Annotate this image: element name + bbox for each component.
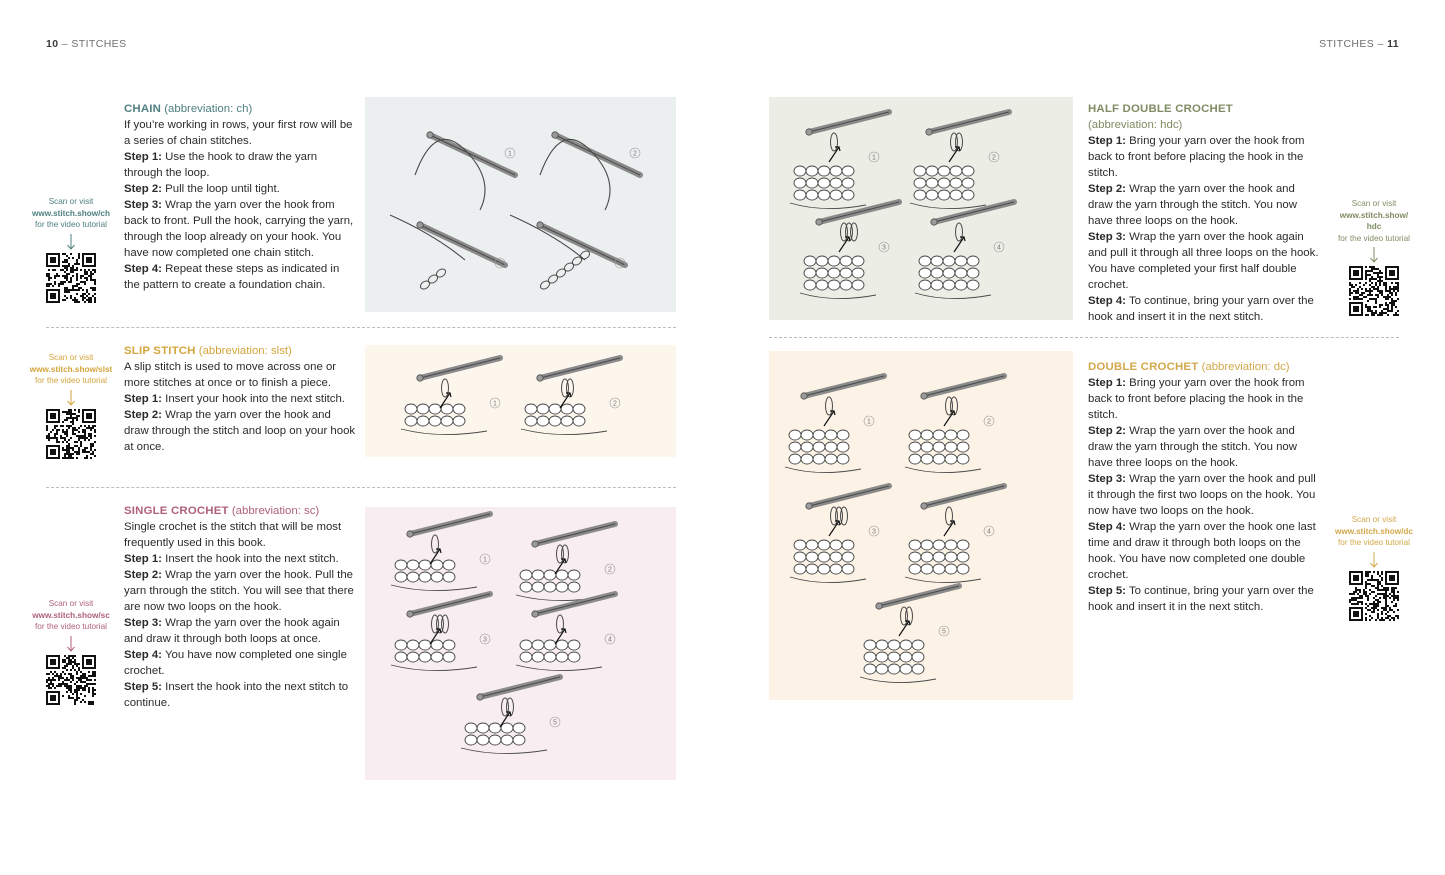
slip-stitch-video-link[interactable] [22,352,120,468]
video-url-link[interactable]: www.stitch.show/sc [32,610,110,620]
step-paragraph [1088,181,1320,229]
video-url-link[interactable]: hdc [1366,222,1382,231]
step-label: Step 4: [124,263,162,275]
step-label: Step 1: [124,393,162,405]
step-paragraph [1088,519,1320,583]
step-paragraph [124,261,356,293]
qr-code-icon [46,655,96,705]
section-abbreviation: (abbreviation: ch) [164,103,253,115]
section-abbreviation: (abbreviation: slst) [198,345,292,357]
svg-text:4: 4 [618,260,622,268]
scan-prefix: Scan or visit [1351,515,1397,524]
section-title: SINGLE CROCHET [124,505,229,517]
video-url-link[interactable]: www.stitch.show/dc [1335,526,1413,536]
step-text: Bring your yarn over the hook from back to front before placing the hook in the stitch. [1088,377,1305,421]
dc-illustration-panel [769,351,1073,700]
section-heading [124,101,356,117]
chain-video-link[interactable] [22,196,120,308]
section-intro: A slip stitch is used to move across one or more stitches at once or to finish a piece. [124,361,337,389]
svg-text:4: 4 [608,636,612,644]
scan-caption [22,598,120,633]
step-label: Step 3: [124,617,162,629]
step-paragraph [1088,133,1320,181]
qr-code-icon [46,409,96,459]
step-label: Step 1: [1088,135,1126,147]
step-text: Wrap the yarn over the hook. Pull the yarn through the stitch. You will see that there are now two loops on the hook. [124,569,354,613]
video-url-link[interactable]: www.stitch.show/slst [29,364,113,374]
section-intro: Single crochet is the stitch that will be most frequently used in this book. [124,521,342,549]
page-number-right: 11 [1387,38,1399,50]
step-text: Insert your hook into the next stitch. [165,393,345,405]
step-label: Step 3: [1088,231,1126,243]
dc-illustration [769,351,1073,700]
step-text: Wrap the yarn over the hook again and draw it through both loops at once. [124,617,340,645]
step-paragraph [124,407,356,455]
scan-prefix: Scan or visit [48,599,94,608]
hdc-video-link[interactable] [1325,198,1423,324]
arrow-down-icon [1369,246,1379,264]
half-double-crochet-section-text [1088,101,1320,325]
section-divider [46,487,676,488]
scan-caption [22,352,120,387]
section-heading [1088,101,1320,133]
svg-text:1: 1 [493,400,497,408]
step-label: Step 4: [124,649,162,661]
step-text: Insert the hook into the next stitch. [165,553,339,565]
svg-text:1: 1 [508,150,512,158]
scan-suffix: for the video tutorial [35,622,107,631]
double-crochet-section-text [1088,359,1320,615]
step-paragraph [124,391,356,407]
step-paragraph [124,197,356,261]
svg-text:2: 2 [633,150,637,158]
section-title: HALF DOUBLE CROCHET [1088,103,1233,115]
qr-code-icon [1349,571,1399,621]
step-label: Step 2: [1088,183,1126,195]
step-label: Step 1: [1088,377,1126,389]
svg-text:1: 1 [872,154,876,162]
step-text: Wrap the yarn over the hook and draw through the stitch and loop on your hook at once. [124,409,356,453]
step-text: Wrap the yarn over the hook and draw the yarn through the stitch. You now have three loops on the hook. [1088,425,1297,469]
step-label: Step 1: [124,553,162,565]
step-paragraph [124,679,356,711]
scan-caption [1325,514,1423,549]
svg-text:2: 2 [613,400,617,408]
video-url-link[interactable]: www.stitch.show/ch [32,208,110,218]
chain-section-text [124,101,356,293]
svg-text:3: 3 [498,260,502,268]
running-head-right: STITCHES [1319,38,1375,50]
svg-text:3: 3 [483,636,487,644]
scan-suffix: for the video tutorial [35,376,107,385]
step-label: Step 4: [1088,521,1126,533]
step-label: Step 3: [1088,473,1126,485]
step-paragraph [124,551,356,567]
section-title: DOUBLE CROCHET [1088,361,1199,373]
dc-video-link[interactable] [1325,514,1423,630]
step-text: Wrap the yarn over the hook from back to front. Pull the hook, carrying the yarn, through the loop already on your hook. You have now completed one chain stitch. [124,199,354,259]
step-text: Wrap the yarn over the hook one last time and draw it through both loops on the hook. You have now completed one double crochet. [1088,521,1316,581]
step-label: Step 2: [124,183,162,195]
qr-code-icon [1349,266,1399,316]
step-label: Step 5: [1088,585,1126,597]
section-abbreviation: (abbreviation: hdc) [1088,119,1183,131]
step-label: Step 3: [124,199,162,211]
page-header-left [46,38,126,50]
arrow-down-icon [66,389,76,407]
svg-text:5: 5 [942,628,946,636]
scan-suffix: for the video tutorial [1338,538,1410,547]
svg-text:3: 3 [872,528,876,536]
header-separator: – [58,38,72,50]
section-divider [769,337,1399,338]
step-label: Step 5: [124,681,162,693]
scan-prefix: Scan or visit [48,353,94,362]
arrow-down-icon [66,635,76,653]
video-url-link[interactable]: www.stitch.show/ [1339,210,1409,220]
svg-text:2: 2 [992,154,996,162]
step-paragraph [1088,583,1320,615]
chain-illustration-panel [365,97,676,312]
single-crochet-illustration-panel [365,507,676,780]
section-intro: If you’re working in rows, your first row will be a series of chain stitches. [124,119,353,147]
slip-stitch-illustration-panel [365,345,676,457]
scan-caption [1325,198,1423,244]
step-text: To continue, bring your yarn over the hook and insert it in the next stitch. [1088,295,1314,323]
step-text: Bring your yarn over the hook from back to front before placing the hook in the stitch. [1088,135,1305,179]
svg-text:1: 1 [483,556,487,564]
step-text: You have now completed one single crochet. [124,649,347,677]
single-illustration [365,507,676,780]
section-heading [124,343,356,359]
svg-text:4: 4 [987,528,991,536]
section-title: CHAIN [124,103,162,115]
page-header-right [1319,38,1399,50]
step-text: Pull the loop until tight. [165,183,280,195]
section-title: SLIP STITCH [124,345,196,357]
section-abbreviation: (abbreviation: dc) [1201,361,1290,373]
chain-illustration [365,97,676,312]
header-separator: – [1374,38,1388,50]
step-paragraph [1088,293,1320,325]
scan-prefix: Scan or visit [48,197,94,206]
scan-prefix: Scan or visit [1351,199,1397,208]
section-heading [124,503,356,519]
hdc-illustration-panel [769,97,1073,320]
arrow-down-icon [66,233,76,251]
section-abbreviation: (abbreviation: sc) [231,505,320,517]
single-crochet-video-link[interactable] [22,598,120,714]
step-paragraph [124,567,356,615]
svg-text:5: 5 [553,719,557,727]
step-label: Step 4: [1088,295,1126,307]
slip-illustration [365,345,676,457]
hdc-illustration [769,97,1073,320]
step-label: Step 2: [124,409,162,421]
step-paragraph [1088,375,1320,423]
scan-caption [22,196,120,231]
section-divider [46,327,676,328]
step-text: Insert the hook into the next stitch to continue. [124,681,349,709]
step-paragraph [1088,423,1320,471]
arrow-down-icon [1369,551,1379,569]
step-paragraph [124,615,356,647]
svg-text:2: 2 [987,418,991,426]
svg-text:3: 3 [882,244,886,252]
page-number-left: 10 [46,38,59,50]
step-label: Step 2: [1088,425,1126,437]
step-label: Step 1: [124,151,162,163]
slip-stitch-section-text [124,343,356,455]
step-text: Wrap the yarn over the hook and draw the yarn through the stitch. You now have three loops on the hook. [1088,183,1297,227]
step-text: Use the hook to draw the yarn through the loop. [124,151,318,179]
scan-suffix: for the video tutorial [1338,233,1410,243]
svg-text:4: 4 [997,244,1001,252]
step-paragraph [124,181,356,197]
svg-text:2: 2 [608,566,612,574]
scan-suffix: for the video tutorial [35,220,107,229]
svg-text:1: 1 [867,418,871,426]
step-text: Wrap the yarn over the hook again and pull it through all three loops on the hook. You have completed your first half double crochet. [1088,231,1319,291]
step-paragraph [1088,471,1320,519]
section-heading [1088,359,1320,375]
step-text: Wrap the yarn over the hook and pull it through the first two loops on the hook. You now have two loops on the hook. [1088,473,1316,517]
step-paragraph [1088,229,1320,293]
step-text: Repeat these steps as indicated in the pattern to create a foundation chain. [124,263,340,291]
single-crochet-section-text [124,503,356,711]
step-paragraph [124,647,356,679]
step-paragraph [124,149,356,181]
qr-code-icon [46,253,96,303]
step-text: To continue, bring your yarn over the hook and insert it in the next stitch. [1088,585,1314,613]
running-head-left: STITCHES [71,38,127,50]
step-label: Step 2: [124,569,162,581]
